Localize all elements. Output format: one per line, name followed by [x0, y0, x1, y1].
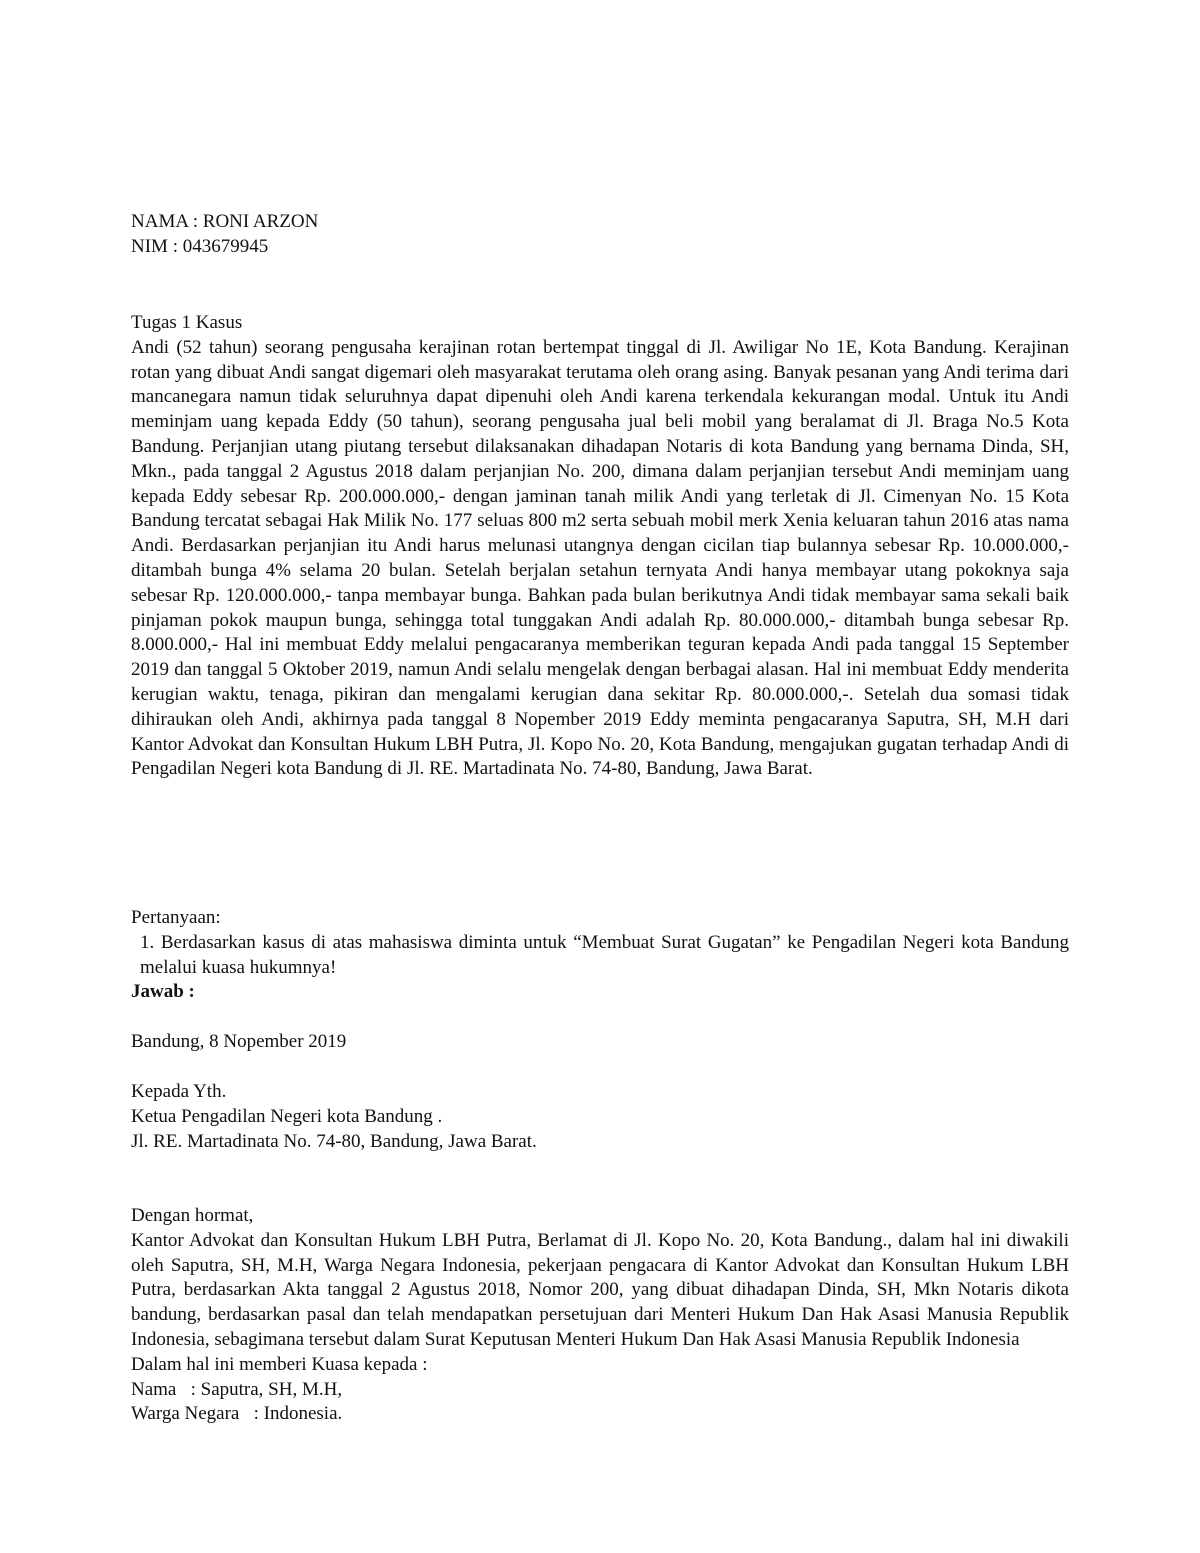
letter-salutation: Dengan hormat, [131, 1205, 254, 1226]
recipient-greeting: Kepada Yth. [131, 1081, 227, 1102]
question-title: Pertanyaan: [131, 907, 221, 928]
student-header [131, 210, 1069, 260]
letter-paragraph: Kantor Advokat dan Konsultan Hukum LBH Putra, Berlamat di Jl. Kopo No. 20, Kota Bandung., dalam hal ini diwakili oleh Saputra, SH, M.H, Warga Negara Indonesia, pekerjaan pengacara di Kantor Advokat dan Konsultan Hukum LBH Putra, berdasarkan Akta tanggal 2 Agustus 2018, Nomor 200, yang dibuat dihadapan Dinda, SH, Mkn Notaris dikota bandung, berdasarkan pasal dan telah mendapatkan persetujuan dari Menteri Hukum Dan Hak Asasi Manusia Republik Indonesia, sebagimana tersebut dalam Surat Keputusan Menteri Hukum Dan Hak Asasi Manusia Republik Indonesia [131, 1229, 1069, 1350]
letter-date: Bandung, 8 Nopember 2019 [131, 1031, 347, 1052]
attorney-name-line: Nama : Saputra, SH, M.H, [131, 1378, 343, 1400]
recipient-address: Jl. RE. Martadinata No. 74-80, Bandung, Jawa Barat. [131, 1130, 537, 1152]
case-section [131, 311, 1069, 782]
power-of-attorney-intro: Dalam hal ini memberi Kuasa kepada : [131, 1353, 428, 1375]
case-body: Andi (52 tahun) seorang pengusaha kerajinan rotan bertempat tinggal di Jl. Awiligar No 1E, Kota Bandung. Kerajinan rotan yang dibuat Andi sangat digemari oleh masyarakat terutama oleh orang asing. Banyak pesanan yang Andi terima dari mancanegara namun tidak seluruhnya dapat dipenuhi oleh Andi karena terkendala kekurangan modal. Untuk itu Andi meminjam uang kepada Eddy (50 tahun), seorang pengusaha jual beli mobil yang beralamat di Jl. Braga No.5 Kota Bandung. Perjanjian utang piutang tersebut dilaksanakan dihadapan Notaris di kota Bandung yang bernama Dinda, SH, Mkn., pada tanggal 2 Agustus 2018 dalam perjanjian No. 200, dimana dalam perjanjian tersebut Andi meminjam uang kepada Eddy sebesar Rp. 200.000.000,- dengan jaminan tanah milik Andi yang terletak di Jl. Cimenyan No. 15 Kota Bandung tercatat sebagai Hak Milik No. 177 seluas 800 m2 serta sebuah mobil merk Xenia keluaran tahun 2016 atas nama Andi. Berdasarkan perjanjian itu Andi harus melunasi utangnya dengan cicilan tiap bulannya sebesar Rp. 10.000.000,- ditambah bunga 4% selama 20 bulan. Setelah berjalan setahun ternyata Andi hanya membayar utang pokoknya saja sebesar Rp. 120.000.000,- tanpa membayar bunga. Bahkan pada bulan berikutnya Andi tidak membayar sama sekali baik pinjaman pokok maupun bunga, sehingga total tunggakan Andi adalah Rp. 80.000.000,- ditambah bunga sebesar Rp. 8.000.000,- Hal ini membuat Eddy melalui pengacaranya memberikan teguran kepada Andi pada tanggal 15 September 2019 dan tanggal 5 Oktober 2019, namun Andi selalu mengelak dengan berbagai alasan. Hal ini membuat Eddy menderita kerugian waktu, tenaga, pikiran dan mengalami kerugian dana sekitar Rp. 80.000.000,-. Setelah dua somasi tidak dihiraukan oleh Andi, akhirnya pada tanggal 8 Nopember 2019 Eddy meminta pengacaranya Saputra, SH, M.H dari Kantor Advokat dan Konsultan Hukum LBH Putra, Jl. Kopo No. 20, Kota Bandung, mengajukan gugatan terhadap Andi di Pengadilan Negeri kota Bandung di Jl. RE. Martadinata No. 74-80, Bandung, Jawa Barat. [131, 336, 1069, 780]
question-section [131, 906, 1069, 1005]
recipient-title: Ketua Pengadilan Negeri kota Bandung . [131, 1105, 443, 1127]
attorney-nationality-line: Warga Negara : Indonesia. [131, 1403, 343, 1425]
student-nim: NIM : 043679945 [131, 235, 269, 257]
case-title: Tugas 1 Kasus [131, 312, 243, 333]
letter-body [131, 1204, 1069, 1427]
student-name: NAMA : RONI ARZON [131, 211, 319, 232]
answer-label: Jawab : [131, 981, 195, 1003]
letter-recipient [131, 1080, 1069, 1154]
question-item-1: 1. Berdasarkan kasus di atas mahasiswa diminta untuk “Membuat Surat Gugatan” ke Pengadilan Negeri kota Bandung melalui kuasa hukumnya! [140, 931, 1069, 978]
